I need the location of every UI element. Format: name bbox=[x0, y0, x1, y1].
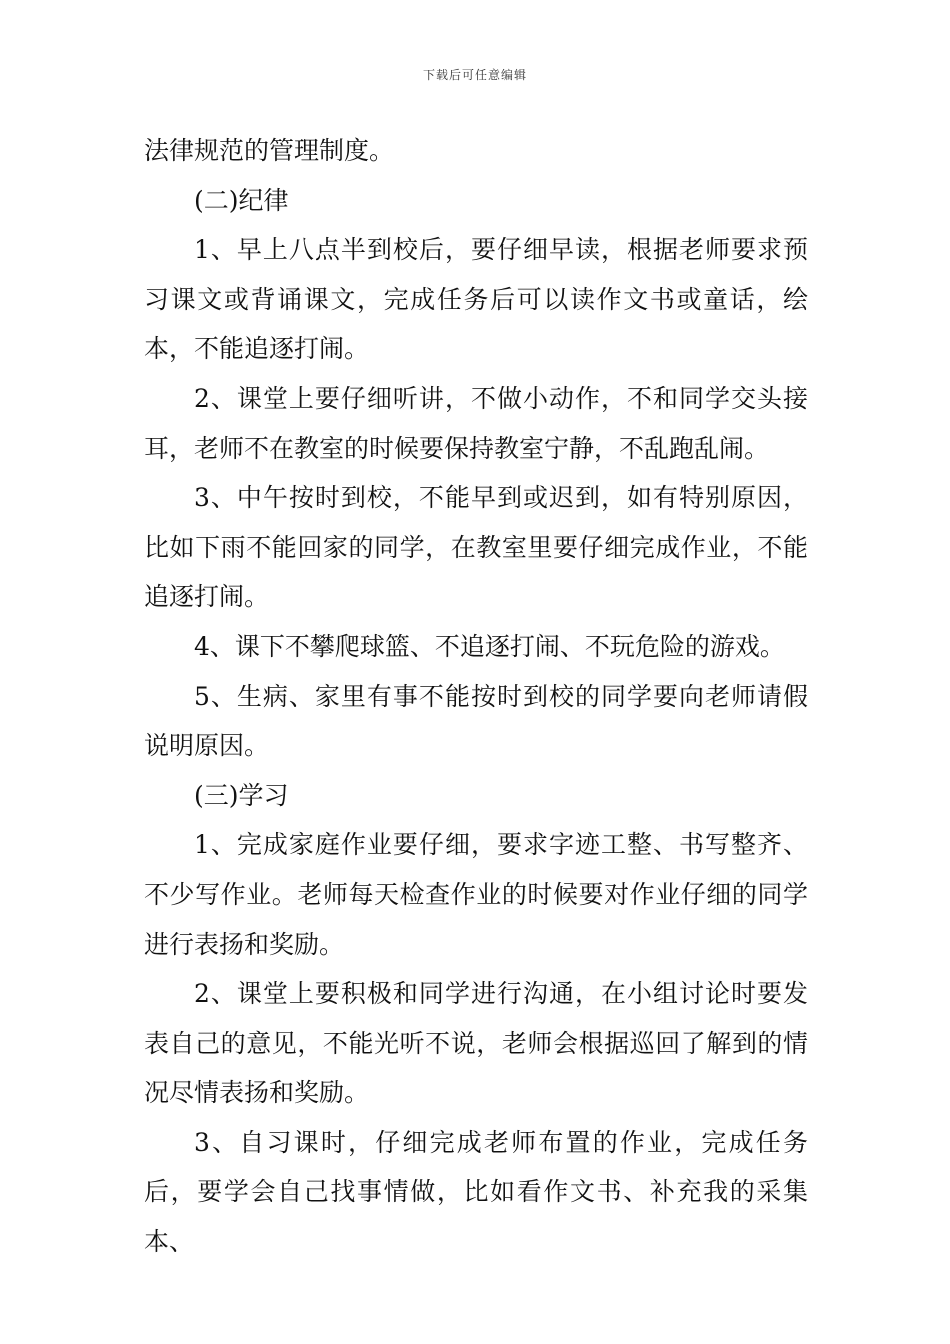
study-item-1: 1、完成家庭作业要仔细，要求字迹工整、书写整齐、不少写作业。老师每天检查作业的时候要对作业仔细的同学进行表扬和奖励。 bbox=[144, 830, 808, 959]
discipline-item-3: 3、中午按时到校，不能早到或迟到，如有特别原因，比如下雨不能回家的同学，在教室里要仔细完成作业，不能追逐打闹。 bbox=[144, 483, 808, 612]
study-item-3: 3、自习课时，仔细完成老师布置的作业，完成任务后，要学会自己找事情做，比如看作文书、补充我的采集本、 bbox=[144, 1127, 808, 1257]
study-item-2: 2、课堂上要积极和同学进行沟通，在小组讨论时要发表自己的意见，不能光听不说，老师会根据巡回了解到的情况尽情表扬和奖励。 bbox=[144, 979, 808, 1108]
section-heading-study: (三)学习 bbox=[194, 780, 289, 810]
section-heading-discipline: (二)纪律 bbox=[194, 185, 289, 215]
discipline-item-4: 4、课下不攀爬球篮、不追逐打闹、不玩危险的游戏。 bbox=[194, 631, 785, 661]
discipline-item-2: 2、课堂上要仔细听讲，不做小动作，不和同学交头接耳，老师不在教室的时候要保持教室宁静，不乱跑乱闹。 bbox=[144, 383, 808, 463]
page-header-note: 下载后可任意编辑 bbox=[422, 68, 527, 82]
discipline-item-5: 5、生病、家里有事不能按时到校的同学要向老师请假说明原因。 bbox=[144, 681, 808, 761]
discipline-item-1: 1、早上八点半到校后，要仔细早读，根据老师要求预习课文或背诵课文，完成任务后可以读作文书或童话，绘本，不能追逐打闹。 bbox=[144, 235, 808, 364]
document-body bbox=[144, 126, 808, 1267]
paragraph-intro-end: 法律规范的管理制度。 bbox=[144, 136, 395, 165]
